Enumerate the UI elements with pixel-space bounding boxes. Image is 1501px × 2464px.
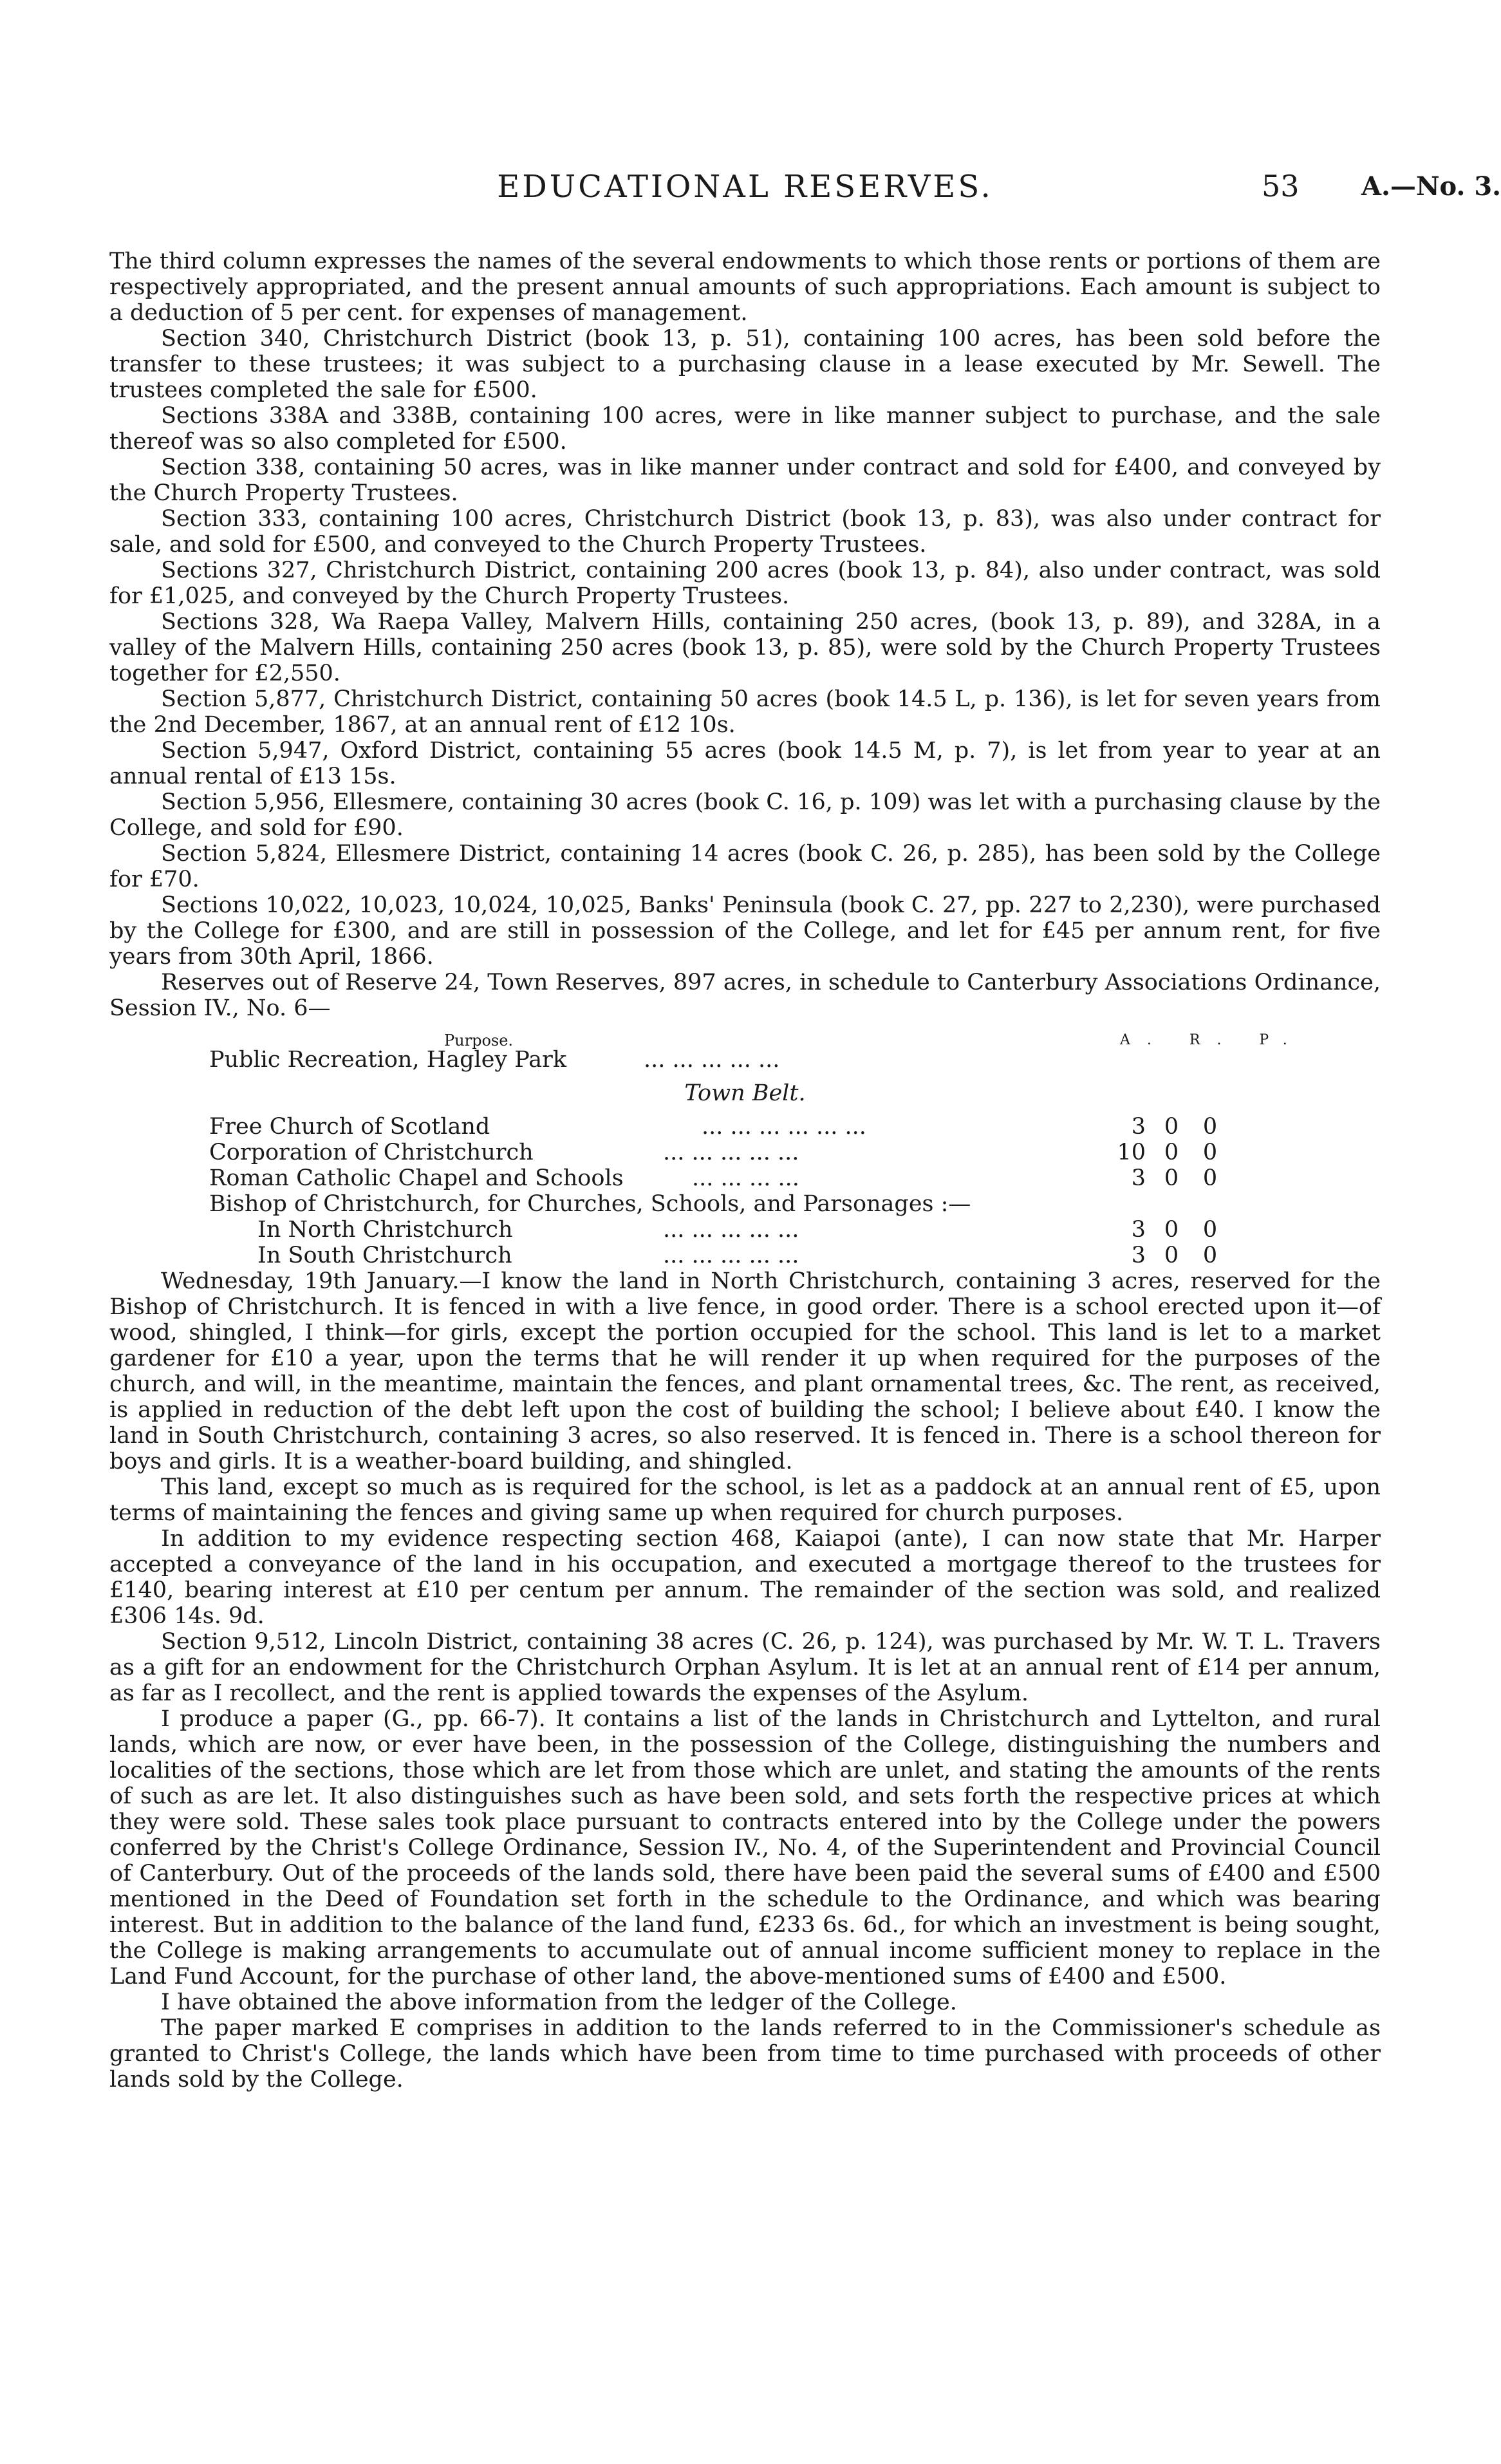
row-dots: ... ... ... ... ... xyxy=(663,1217,799,1243)
paragraph: Sections 328, Wa Raepa Valley, Malvern Hills, containing 250 acres, (book 13, p. 89), and 328A, in a valley of the Malvern Hills, containing 250 acres (book 13, p. 85), were sold by the Church Property Trustees together for £2,550. xyxy=(109,609,1381,686)
page-header xyxy=(109,169,1501,214)
page-title: EDUCATIONAL RESERVES. xyxy=(497,169,993,205)
paragraph: Section 5,956, Ellesmere, containing 30 acres (book C. 16, p. 109) was let with a purchasing clause by the College, and sold for £90. xyxy=(109,789,1381,841)
body-text xyxy=(109,249,1381,2093)
paragraphs-before-table xyxy=(109,249,1381,1021)
paragraph: Sections 327, Christchurch District, containing 200 acres (book 13, p. 84), also under contract, was sold for £1,025, and conveyed by the Church Property Trustees. xyxy=(109,558,1381,609)
acres-value: 3 xyxy=(1131,1165,1146,1191)
row-dots: ... ... ... ... ... xyxy=(663,1140,799,1165)
roods-value: 0 xyxy=(1164,1217,1179,1243)
row-dots: ... ... ... ... ... ... xyxy=(702,1114,866,1140)
paragraph: Section 338, containing 50 acres, was in like manner under contract and sold for £400, and conveyed by the Church Property Trustees. xyxy=(109,455,1381,506)
paragraph: Sections 10,022, 10,023, 10,024, 10,025, Banks' Peninsula (book C. 27, pp. 227 to 2,230), were purchased by the College for £300, and are still in possession of the College, and let for £45 per annum rent, for five years from 30th April, 1866. xyxy=(109,892,1381,970)
roods-value: 0 xyxy=(1164,1114,1179,1140)
perches-value: 0 xyxy=(1202,1165,1218,1191)
table-row-hagley xyxy=(109,1047,1381,1073)
perches-value: 0 xyxy=(1202,1243,1218,1268)
town-belt-subheading: Town Belt. xyxy=(684,1080,806,1106)
acres-value: 3 xyxy=(1131,1114,1146,1140)
row-label: Roman Catholic Chapel and Schools xyxy=(209,1165,624,1191)
table-header-row xyxy=(109,1021,1381,1047)
perches-value: 0 xyxy=(1202,1217,1218,1243)
paragraph: Section 5,947, Oxford District, containing 55 acres (book 14.5 M, p. 7), is let from year to year at an annual rental of £13 15s. xyxy=(109,738,1381,789)
table-row xyxy=(109,1191,1381,1217)
purpose-header: Purpose. xyxy=(444,1031,514,1049)
paragraph: Section 333, containing 100 acres, Christchurch District (book 13, p. 83), was also under contract for sale, and sold for £500, and conveyed to the Church Property Trustees. xyxy=(109,506,1381,558)
perches-value: 0 xyxy=(1202,1140,1218,1165)
roods-value: 0 xyxy=(1164,1165,1179,1191)
paragraphs-after-table xyxy=(109,1268,1381,2093)
paragraph: This land, except so much as is required for the school, is let as a paddock at an annual rent of £5, upon terms of maintaining the fences and giving same up when required for church purposes. xyxy=(109,1474,1381,1526)
row-dots: ... ... ... ... ... xyxy=(663,1243,799,1268)
row-dots: ... ... ... ... ... xyxy=(644,1047,780,1073)
paragraph: In addition to my evidence respecting section 468, Kaiapoi (ante), I can now state that Mr. Harper accepted a conveyance of the land in his occupation, and executed a mortgage thereof to the trustees for £140, bearing interest at £10 per centum per annum. The remainder of the section was sold, and realized £306 14s. 9d. xyxy=(109,1526,1381,1629)
row-label: In South Christchurch xyxy=(257,1243,512,1268)
paragraph: Section 5,877, Christchurch District, containing 50 acres (book 14.5 L, p. 136), is let for seven years from the 2nd December, 1867, at an annual rent of £12 10s. xyxy=(109,686,1381,738)
reserves-table xyxy=(109,1021,1381,1268)
table-body xyxy=(109,1114,1381,1268)
arp-header: A. R. P. xyxy=(1120,1032,1304,1048)
table-row xyxy=(109,1165,1381,1191)
roods-value: 0 xyxy=(1164,1140,1179,1165)
paragraph: I produce a paper (G., pp. 66-7). It contains a list of the lands in Christchurch and Lyttelton, and rural lands, which are now, or ever have been, in the possession of the College, distinguishing the numbers and localities of the sections, those which are let from those which are unlet, and stating the amounts of the rents of such as are let. It also distinguishes such as have been sold, and sets forth the respective prices at which they were sold. These sales took place pursuant to contracts entered into by the College under the powers conferred by the Christ's College Ordinance, Session IV., No. 4, of the Superintendent and Provincial Council of Canterbury. Out of the proceeds of the lands sold, there have been paid the several sums of £400 and £500 mentioned in the Deed of Foundation set forth in the schedule to the Ordinance, and which was bearing interest. But in addition to the balance of the land fund, £233 6s. 6d., for which an investment is being sought, the College is making arrangements to accumulate out of annual income sufficient money to replace in the Land Fund Account, for the purchase of other land, the above-mentioned sums of £400 and £500. xyxy=(109,1706,1381,1989)
table-row xyxy=(109,1217,1381,1243)
paragraph: The third column expresses the names of the several endowments to which those rents or portions of them are respectively appropriated, and the present annual amounts of such appropriations. Each amount is subject to a deduction of 5 per cent. for expenses of management. xyxy=(109,249,1381,326)
paragraph: Section 9,512, Lincoln District, containing 38 acres (C. 26, p. 124), was purchased by Mr. W. T. L. Travers as a gift for an endowment for the Christchurch Orphan Asylum. It is let at an annual rent of £14 per annum, as far as I recollect, and the rent is applied towards the expenses of the Asylum. xyxy=(109,1629,1381,1706)
table-row xyxy=(109,1114,1381,1140)
paragraph: Wednesday, 19th January.—I know the land in North Christchurch, containing 3 acres, reserved for the Bishop of Christchurch. It is fenced in with a live fence, in good order. There is a school erected upon it—of wood, shingled, I think—for girls, except the portion occupied for the school. This land is let to a market gardener for £10 a year, upon the terms that he will render it up when required for the purposes of the church, and will, in the meantime, maintain the fences, and plant ornamental trees, &c. The rent, as received, is applied in reduction of the debt left upon the cost of building the school; I believe about £40. I know the land in South Christchurch, containing 3 acres, so also reserved. It is fenced in. There is a school thereon for boys and girls. It is a weather-board building, and shingled. xyxy=(109,1268,1381,1474)
row-label: Corporation of Christchurch xyxy=(209,1140,534,1165)
row-label: Public Recreation, Hagley Park xyxy=(209,1047,567,1073)
table-row xyxy=(109,1140,1381,1165)
page-number: 53 xyxy=(1262,169,1300,203)
paragraph: Section 5,824, Ellesmere District, containing 14 acres (book C. 26, p. 285), has been sold by the College for £70. xyxy=(109,841,1381,892)
acres-value: 10 xyxy=(1117,1140,1146,1165)
paragraph: Sections 338A and 338B, containing 100 acres, were in like manner subject to purchase, and the sale thereof was so also completed for £500. xyxy=(109,403,1381,455)
paragraph: I have obtained the above information from the ledger of the College. xyxy=(161,1989,957,2015)
document-reference: A.—No. 3. xyxy=(1361,171,1501,202)
paragraph: Section 340, Christchurch District (book 13, p. 51), containing 100 acres, has been sold before the transfer to these trustees; it was subject to a purchasing clause in a lease executed by Mr. Sewell. The trustees completed the sale for £500. xyxy=(109,326,1381,403)
row-label: In North Christchurch xyxy=(257,1217,513,1243)
acres-value: 3 xyxy=(1131,1217,1146,1243)
paragraph: Reserves out of Reserve 24, Town Reserves, 897 acres, in schedule to Canterbury Associations Ordinance, Session IV., No. 6— xyxy=(109,970,1381,1021)
row-label: Bishop of Christchurch, for Churches, Schools, and Parsonages :— xyxy=(209,1191,971,1217)
table-row xyxy=(109,1243,1381,1268)
roods-value: 0 xyxy=(1164,1243,1179,1268)
acres-value: 3 xyxy=(1131,1243,1146,1268)
row-dots: ... ... ... ... xyxy=(692,1165,799,1191)
paragraph: The paper marked E comprises in addition to the lands referred to in the Commissioner's schedule as granted to Christ's College, the lands which have been from time to time purchased with proceeds of other lands sold by the College. xyxy=(109,2015,1381,2093)
perches-value: 0 xyxy=(1202,1114,1218,1140)
town-belt-subheading-row xyxy=(109,1080,1381,1106)
row-label: Free Church of Scotland xyxy=(209,1114,490,1140)
